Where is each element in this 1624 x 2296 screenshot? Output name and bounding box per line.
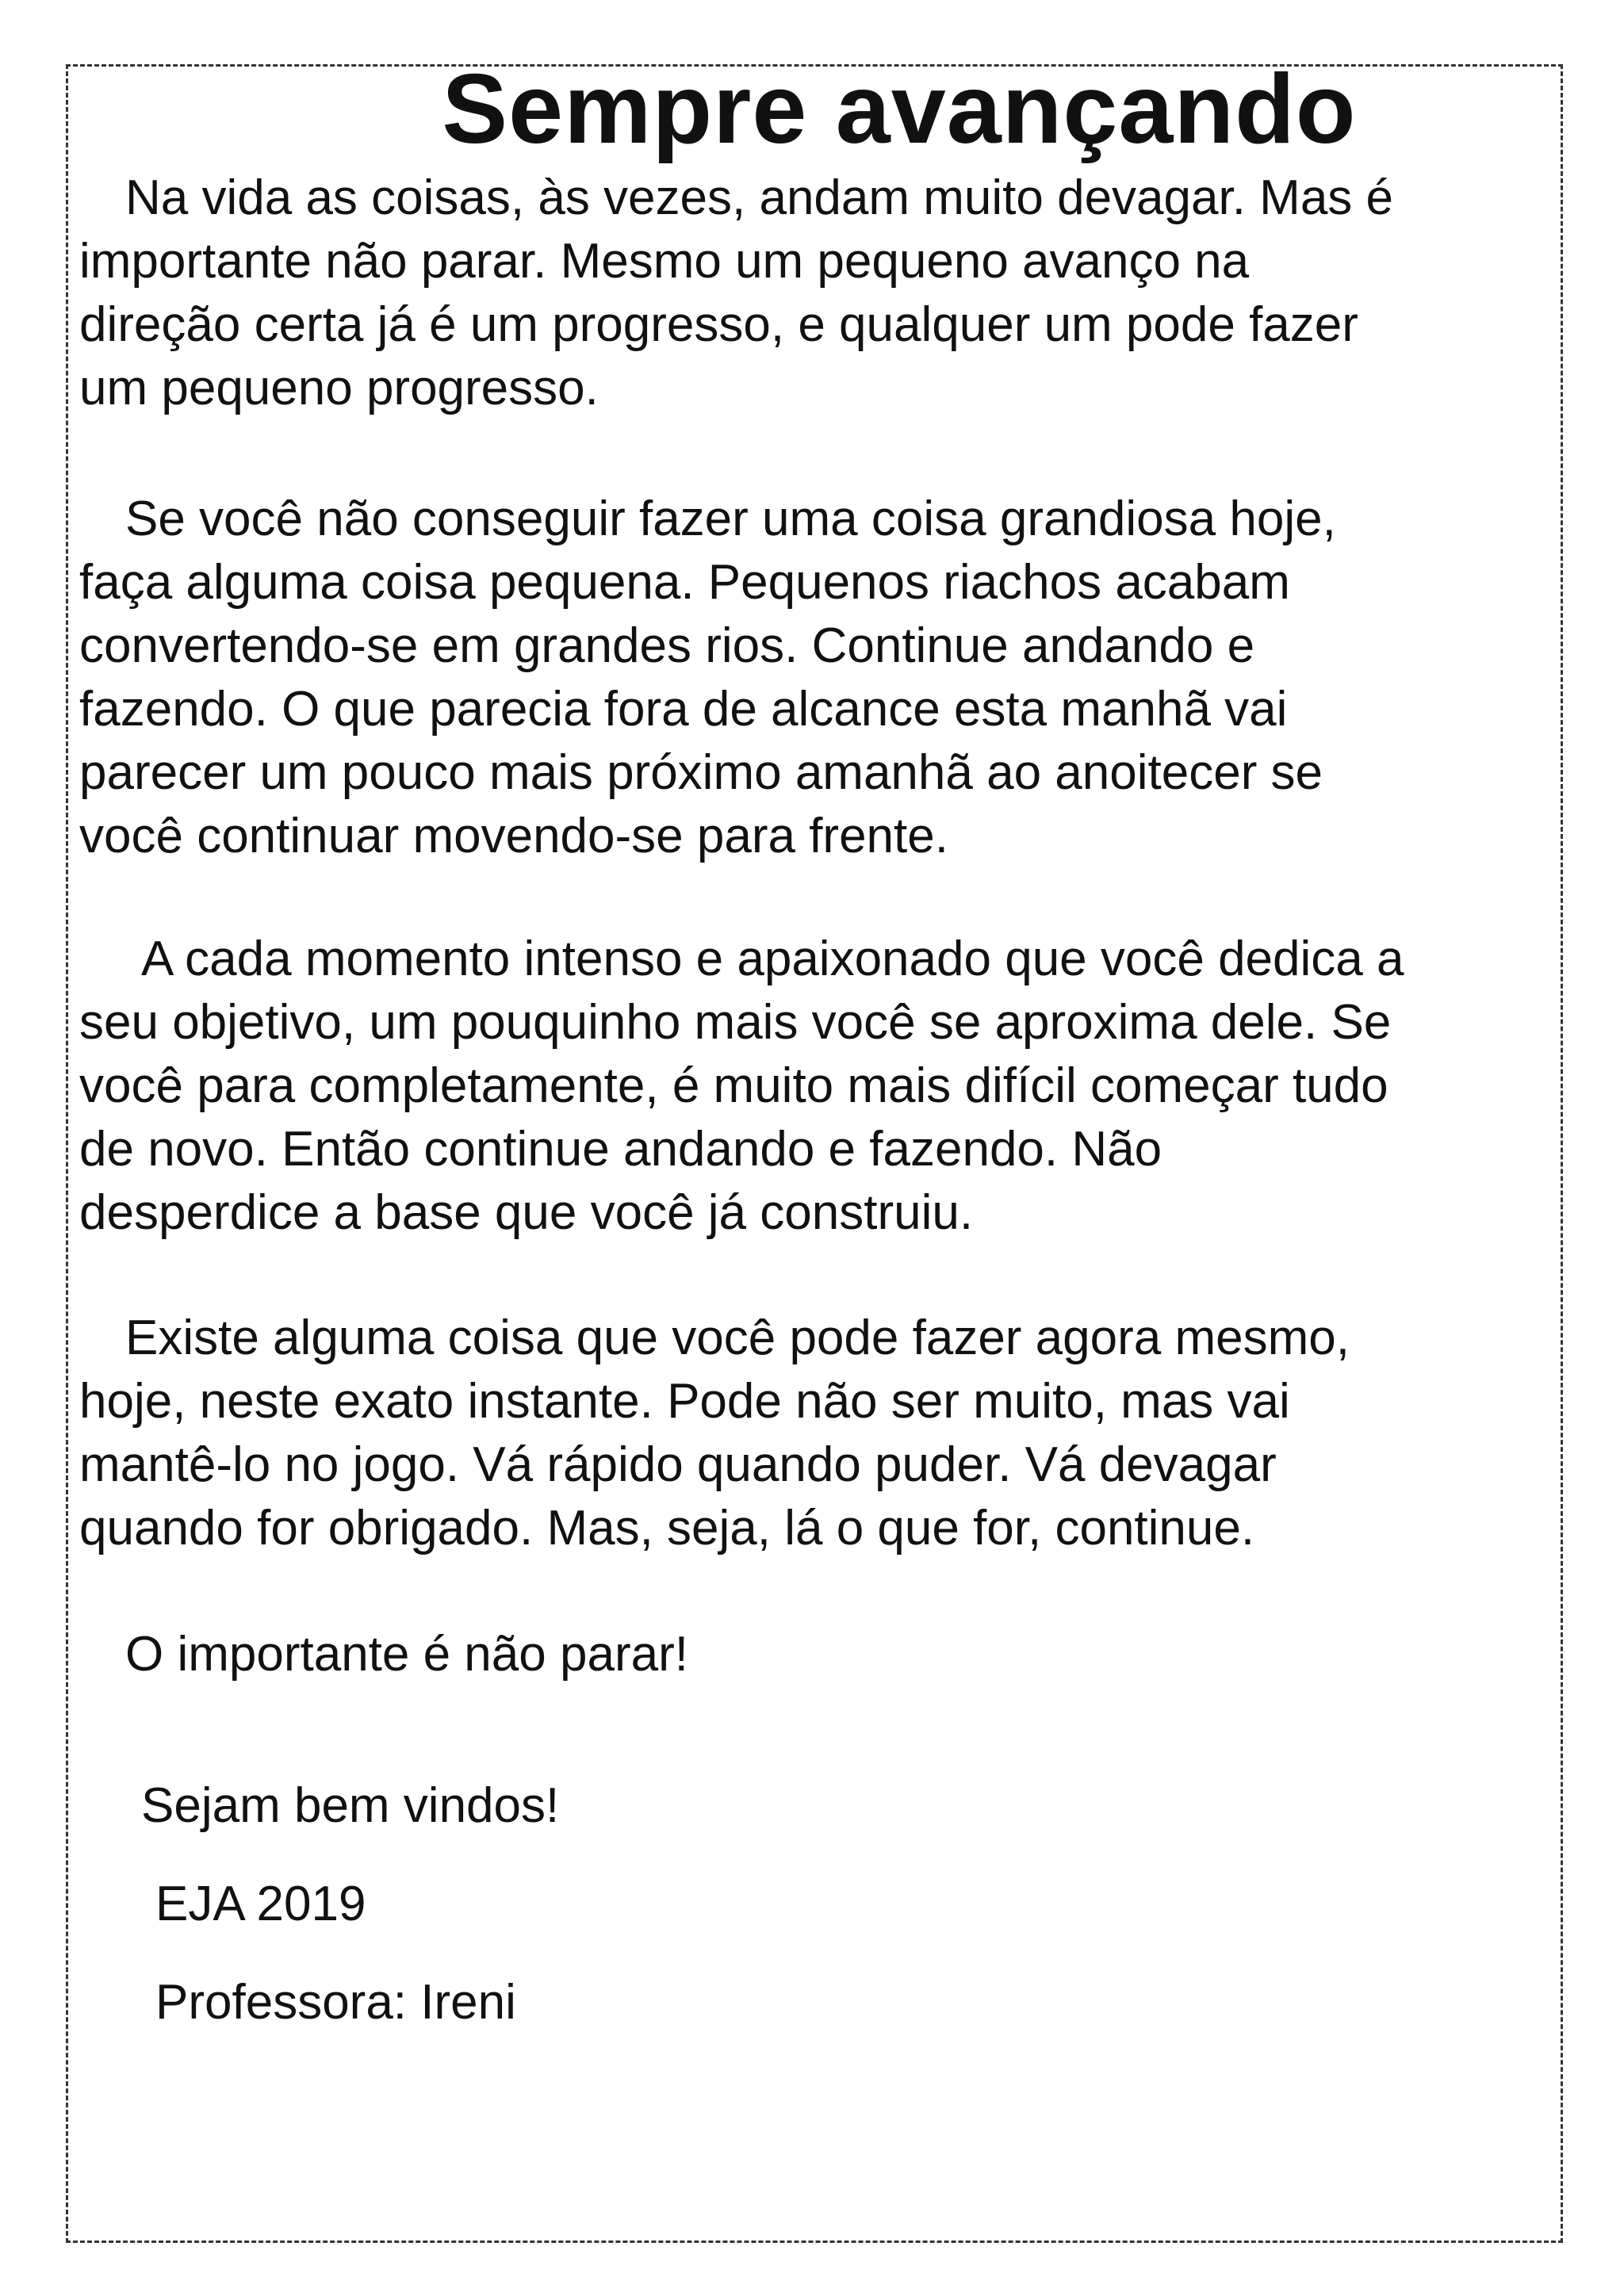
paragraph-line: importante não parar. Mesmo um pequeno avanço na [79, 234, 1250, 289]
paragraph-line: de novo. Então continue andando e fazendo. Não [79, 1122, 1162, 1177]
greeting: Sejam bem vindos! [141, 1778, 560, 1833]
paragraph-line: convertendo-se em grandes rios. Continue andando e [79, 618, 1255, 673]
paragraph-5 [79, 1623, 1570, 1686]
paragraph-line: Se você não conseguir fazer uma coisa grandiosa hoje, [125, 492, 1336, 546]
paragraph-line: hoje, neste exato instante. Pode não ser muito, mas vai [79, 1374, 1290, 1429]
paragraph-4 [79, 1307, 1570, 1560]
class-year: EJA 2019 [155, 1877, 366, 1931]
paragraph-line: direção certa já é um progresso, e qualquer um pode fazer [79, 297, 1358, 352]
paragraph-1 [79, 166, 1570, 420]
paragraph-2 [79, 488, 1570, 868]
paragraph-line: Na vida as coisas, às vezes, andam muito devagar. Mas é [125, 170, 1394, 225]
page-title: Sempre avançando [442, 55, 1357, 164]
paragraph-line: quando for obrigado. Mas, seja, lá o que for, continue. [79, 1501, 1255, 1556]
paragraph-line: parecer um pouco mais próximo amanhã ao anoitecer se [79, 745, 1323, 800]
paragraph-line: faça alguma coisa pequena. Pequenos riachos acabam [79, 555, 1290, 610]
paragraph-line: mantê-lo no jogo. Vá rápido quando puder. Vá devagar [79, 1437, 1277, 1492]
paragraph-line: você continuar movendo-se para frente. [79, 809, 948, 863]
paragraph-line: seu objetivo, um pouquinho mais você se aproxima dele. Se [79, 995, 1392, 1050]
paragraph-line: fazendo. O que parecia fora de alcance esta manhã vai [79, 682, 1288, 737]
paragraph-line: A cada momento intenso e apaixonado que você dedica a [141, 932, 1404, 986]
paragraph-line: um pequeno progresso. [79, 361, 599, 415]
paragraph-line: Existe alguma coisa que você pode fazer agora mesmo, [125, 1311, 1350, 1365]
paragraph-line: você para completamente, é muito mais difícil começar tudo [79, 1058, 1388, 1113]
paragraph-line: O importante é não parar! [125, 1627, 688, 1682]
paragraph-3 [79, 928, 1570, 1245]
teacher-name: Professora: Ireni [155, 1975, 516, 2030]
paragraph-line: desperdice a base que você já construiu. [79, 1185, 974, 1240]
